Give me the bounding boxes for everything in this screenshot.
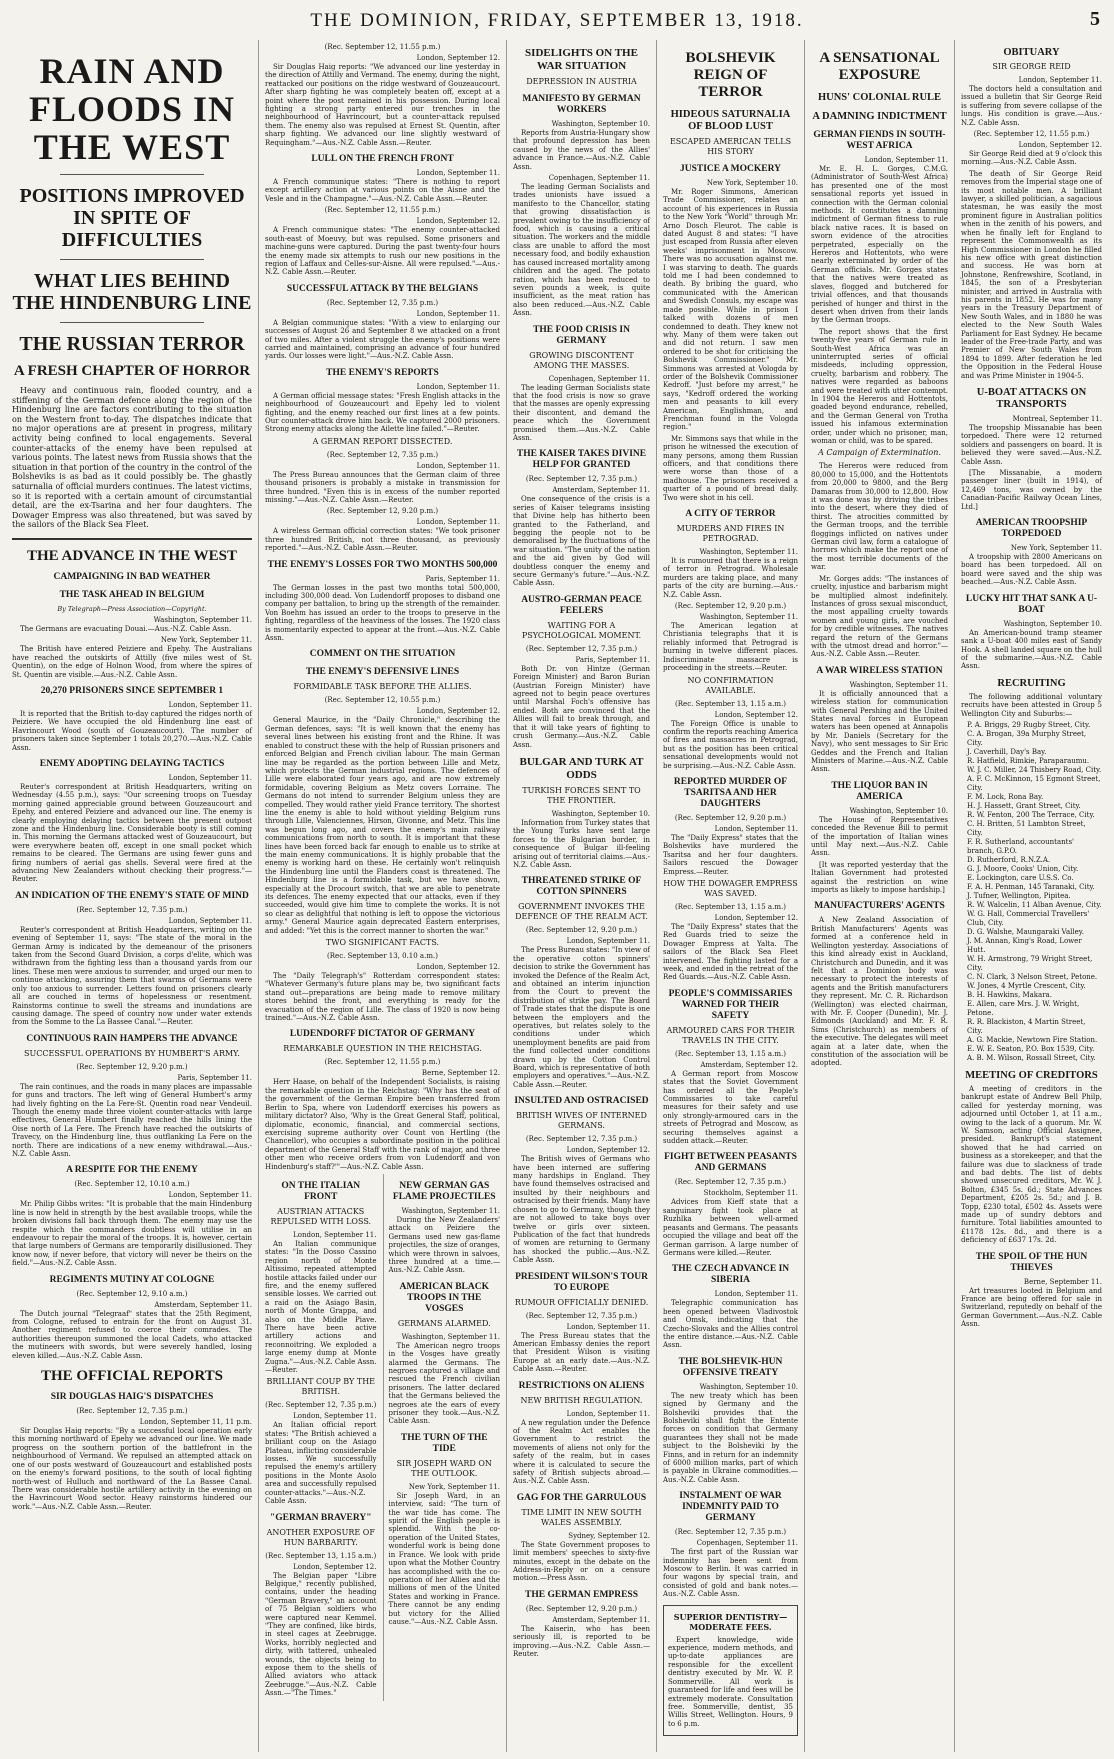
recruit-entry: F. R. Sutherland, accountants' branch, G.P.O. <box>967 837 1074 855</box>
dateline: Amsterdam, September 11. <box>154 1300 252 1309</box>
section-subheading: MANIFESTO BY GERMAN WORKERS <box>522 94 641 115</box>
divider <box>12 538 252 540</box>
section-subheading: GOVERNMENT INVOKES THE DEFENCE OF THE REALM ACT. <box>515 902 648 922</box>
section-subheading: A GERMAN REPORT DISSECTED. <box>312 436 453 446</box>
dateline: London, September 11. <box>168 700 252 709</box>
article-paragraph: The House of Representatives conceded the Revenue Bill to permit of the importation of Italian wines until May next.—Aus.-N.Z. Cable Assn. <box>811 815 948 858</box>
dateline: Washington, September 10. <box>849 806 948 815</box>
dateline: Washington, September 10. <box>551 809 650 818</box>
article-paragraph: Reports from Austria-Hungary show that profound depression has been caused by the news of the Allies' advance in France.—Aus.-N.Z. Cable Assn. <box>513 129 650 171</box>
article-paragraph: The Kaiserin, who has been seriously ill, is reported to be improving.—Aus.-N.Z. Cable Assn.—Reuter. <box>513 1624 650 1659</box>
dateline: London, September 12. <box>416 707 500 716</box>
section-subheading: AN INDICATION OF THE ENEMY'S STATE OF MIND <box>15 890 249 901</box>
section-subheading: WAITING FOR A PSYCHOLOGICAL MOMENT. <box>521 620 642 640</box>
dateline: Paris, September 11. <box>177 1073 252 1082</box>
received-line: (Rec. September 12, 7.35 p.m.) <box>76 905 188 914</box>
column-3 <box>506 40 656 1752</box>
section-subheading: THE GERMAN EMPRESS <box>525 1589 638 1600</box>
article-paragraph: A German official message states: "Fresh English attacks in the neighbourhood of Gouzeaucourt and Epehy led to violent fighting, and the enemy reached our first lines at a few points. Our counter-attack drove him back. We captured 2000 prisoners. Strong enemy attacks along the Ailette line failed."—Reuter. <box>265 391 500 434</box>
article-paragraph: A New Zealand Association of British Manufacturers' Agents was formed at a conference held in Wellington yesterday. Associations of this kind already exist in Auckland, Christchurch and Dunedin, and it was felt that a Dominion body was necessary to protect the interests of agents and the British manufacturers they represent. Mr. C. R. Richardson (Wellington) was elected chairman, with Mr. F. Cooper (Dunedin), Mr. J. Edmonds (Auckland) and Mr. F. R. Sims (Christchurch) as members of the executive. The delegates will meet again at a later date, when the constitution of the association will be adopted. <box>811 916 948 1068</box>
section-subheading: THE FOOD CRISIS IN GERMANY <box>533 324 630 346</box>
received-line: (Rec. September 12, 7.35 p.m.) <box>265 1401 377 1410</box>
dateline: Berne, September 12. <box>421 1069 500 1078</box>
recruit-entry: E. W. E. Seaton, P.O. Box 1539, City. <box>967 1044 1095 1053</box>
recruit-entry: W. G. Hall, Commercial Travellers' Club, City. <box>967 909 1090 927</box>
article-paragraph: The British have entered Peiziere and Epehy. The Australians have reached the outskirts of Attilly (five miles west of St. Quentin), on the edge of Holnon Wood, from where the spires of St. Quentin are visible.—Aus.-N.Z. Cable Assn. <box>12 645 252 679</box>
section-subheading: FIGHT BETWEEN PEASANTS AND GERMANS <box>664 1152 797 1174</box>
received-line: (Rec. September 12, 7.35 p.m.) <box>525 644 638 653</box>
section-subheading: RESTRICTIONS ON ALIENS <box>518 1380 645 1391</box>
recruit-entry: F. A. H. Penman, 145 Taranaki, City. <box>967 882 1095 891</box>
article-paragraph: [The Missanabie, a modern passenger liner (built in 1914), of 12,469 tons, was owned by the Canadian-Pacific Railway Ocean Lines, Ltd.] <box>961 469 1102 511</box>
article-paragraph: Both Dr. von Hintze (German Foreign Minister) and Baron Burian (Austrian Foreign Minister) have agreed not to begin peace overtures until Marshal Foch's offensive has ended. Both are convinced that the Allies will fail to break through, and that it will take years of fighting to crush Germany.—Aus.-N.Z. Cable Assn. <box>513 664 650 749</box>
received-line: (Rec. September 12, 11.55 p.m.) <box>973 130 1090 139</box>
dateline: London, September 12. <box>714 913 798 922</box>
section-subheading: FORMIDABLE TASK BEFORE THE ALLIES. <box>293 682 472 692</box>
intro-paragraph: Heavy and continuous rain, flooded country, and a stiffening of the German defence along the region of the Hindenburg line are factors contributing to the situation on the Western front to-day. The dispatches indicate that no major operations are at present in progress, military activity being confined to local engagements. Several counter-attacks of the enemy have been repulsed at various points. The latest news from Russia shows that the situation in that portion of the country in the control of the Bolsheviks is as bad as it could possibly be. The ghastly saturnalia of official murders continues. The latest victims, so it is reported with a certain amount of circumstantial detail, are the ex-Tsarina and her four daughters. The Dowager Empress was also threatened, but was saved by the sailors of the Black Sea Fleet. <box>12 386 252 530</box>
dateline: Washington, September 11. <box>699 613 798 622</box>
ad-heading: SUPERIOR DENTISTRY—MODERATE FEES. <box>673 1611 788 1632</box>
section-subheading: NO CONFIRMATION AVAILABLE. <box>687 675 774 695</box>
article-paragraph: An American-bound tramp steamer sank a U-boat 400 miles east of Sandy Hook. A shell landed square on the hull of the submarine.—Aus.-N.Z. Cable Assn. <box>961 628 1102 671</box>
recruit-entry: D. Rutherford, R.N.Z.A. <box>967 855 1051 864</box>
subheadline: POSITIONS IMPROVED IN SPITE OF DIFFICULTIES <box>19 185 245 251</box>
article-paragraph: The German losses in the past two months total 500,000, including 300,000 dead. Von Ludendorff proposes to disband one company per battalion, to bring up the strength of the remainder. Von Boehm has issued an order to the troops to preserve in the fighting, regardless of the heaviness of the losses. The 1920 class is momentarily expected to appear at the front.—Aus.-N.Z. Cable Assn. <box>265 583 500 643</box>
section-subheading: LUCKY HIT THAT SANK A U-BOAT <box>965 593 1098 615</box>
section-subheading: THE CZECH ADVANCE IN SIBERIA <box>671 1264 790 1286</box>
received-line: (Rec. September 12, 7.35 p.m.) <box>525 1311 638 1320</box>
divider <box>60 322 204 323</box>
ad-body: Expert knowledge, wide experience, modern methods, and up-to-date appliances are responsible for the excellent dentistry executed by Mr. W. P. Sommerville. All work is guaranteed for life and fees will be extremely moderate. Consultation free. Sommerville, dentist, 35 Willis Street, Wellington. Hours, 9 to 6 p.m. <box>668 1635 793 1728</box>
section-subheading: TWO SIGNIFICANT FACTS. <box>325 938 440 948</box>
article-paragraph: A meeting of creditors in the bankrupt estate of Andrew Bell Philp, called for yesterday morning, was adjourned until October 1, at 11 a.m., owing to the lack of a quorum. Mr. W. W. Samson, acting Official Assignee, presided. Bankrupt's statement showed that he had carried on business as a storekeeper, and that the failure was due to slackness of trade and bad debts. The list of debts showed unsecured creditors, Mr. W. J. Bolton, £345 5s. 6d.; State Advances Department, £205 2s. 5d.; and J. B. Topp, £230 total, £502 4s. Assets were made up of sundry debtors and furniture. Total liabilities amounted to £1178 12s. 8d., and there is a deficiency of £637 17s. 2d. <box>961 1084 1102 1245</box>
received-line: (Rec. September 12, 7.35 p.m.) <box>674 1178 787 1187</box>
column-6 <box>954 40 1108 1752</box>
section-heading: A SENSATIONAL EXPOSURE <box>819 50 940 83</box>
subheadline: THE RUSSIAN TERROR <box>19 333 245 355</box>
dateline: Washington, September 10. <box>1003 619 1102 628</box>
article-paragraph: One consequence of the crisis is a series of Kaiser telegrams insisting that Divine help has hitherto been granted to the Fatherland, and begging the people not to be demoralised by the fluctuations of the war situation. "The unity of the nation and the aid given by God will doubtless conquer the enemy and secure Germany's future."—Aus.-N.Z. Cable Assn. <box>513 495 650 588</box>
received-line: (Rec. September 13, 1.15 a.m.) <box>675 699 786 708</box>
article-paragraph: The Press Bureau states that the American Embassy denies the report that President Wilson is visiting Europe at an early date.—Aus.-N.Z. Cable Assn.—Reuter. <box>513 1331 650 1374</box>
dateline: Copenhagen, September 11. <box>548 374 650 383</box>
dateline: London, September 11. <box>416 461 500 470</box>
section-subheading: 20,270 PRISONERS SINCE SEPTEMBER 1 <box>40 685 224 696</box>
dateline: Paris, September 11. <box>575 655 650 664</box>
received-line: (Rec. September 12, 10.55 p.m.) <box>324 696 441 705</box>
section-subheading: TURKISH FORCES SENT TO THE FRONTIER. <box>522 785 641 805</box>
article-paragraph: The death of Sir George Reid removes from the Imperial stage one of its most notable men. A brilliant lawyer, a skilled politician, a sagacious statesman, he was easily the most prominent figure in Australian politics when in the zenith of his powers, and when he finally left for England to represent the Commonwealth as its High Commissioner in London he filled his new office with great distinction and success. He was born at Johnstone, Renfrewshire, Scotland, in 1845, the son of a Presbyterian minister, and arrived in Australia with his parents in 1852. He was for many years in the Treasury Department of New South Wales, and in 1880 he was elected to the New South Wales Parliament for East Sydney. He became leader of the Free-trade Party, and was Premier of New South Wales from 1894 to 1899. After federation he led the Opposition in the Federal House and was Prime Minister in 1904-5. <box>961 169 1102 380</box>
article-paragraph: It is reported that the British to-day captured the ridges north of Peiziere. We have occupied the old Hindenburg line east of Havrincourt Wood (south of Gouzeaucourt). The number of prisoners taken since September 1 totals 20,270.—Aus.-N.Z. Cable Assn. <box>12 709 252 752</box>
section-subheading: GERMANS ALARMED. <box>397 1318 491 1328</box>
recruit-entry: A. G. Mackie, Newtown Fire Station. <box>967 1035 1098 1044</box>
article-paragraph: The doctors held a consultation and issued a bulletin that Sir George Reid is suffering from severe collapse of the lungs. His condition is grave.—Aus.-N.Z. Cable Assn. <box>961 85 1102 127</box>
article-paragraph: Herr Haase, on behalf of the Independent Socialists, is raising the remarkable question in the Reichstag: "Why has the seat of the government of the German Empire been transferred from Berlin to Spa, where von Ludendorff exercises his powers as military dictator? Also, 'Why is the Great General Staff, political, diplomatic, economic, financial, and commercial sections, exercising supreme authority over Count von Hertling (the Chancellor), who occupies a subordinate position in the political department of the General Staff with the rank of major, and three other men who receive orders from von Ludendorff and von Hindenburg's staff?'"—Aus.-N.Z. Cable Assn. <box>265 1078 500 1171</box>
section-subheading: NEW GERMAN GAS FLAME PROJECTILES <box>392 1180 496 1202</box>
article-paragraph: Sir George Reid died at 9 o'clock this morning.—Aus.-N.Z. Cable Assn. <box>961 150 1102 167</box>
recruit-entry: R. R. Blackiston, 4 Martin Street, City. <box>967 1017 1086 1035</box>
received-line: (Rec. September 12, 11.55 p.m.) <box>324 1058 441 1067</box>
dateline: London, September 11. <box>416 382 500 391</box>
dateline: Washington, September 11. <box>401 1206 500 1215</box>
dateline: Stockholm, September 11. <box>703 1189 798 1198</box>
column-2 <box>258 40 506 1752</box>
section-subheading: LUDENDORFF DICTATOR OF GERMANY <box>289 1029 476 1040</box>
received-line: (Rec. September 12, 11.55 p.m.) <box>324 43 441 51</box>
section-subheading: REPORTED MURDER OF TSARITSA AND HER DAUGHTERS <box>673 776 788 809</box>
dateline: Copenhagen, September 11. <box>548 174 650 183</box>
recruit-entry: J. Caverhill, Day's Bay. <box>967 747 1047 756</box>
article-paragraph: The leading German Socialists and trades unionists have issued a manifesto to the Chancellor, stating that growing dissatisfaction is prevalent owing to the insufficiency of food, which is causing a critical situation. The workers and the middle class are unable to afford the most necessary food, and bodily exhaustion has caused increased mortality among children and the aged. The potato ration, which has been reduced to seven pounds a week, is quite insufficient, as the meat ration has also been reduced.—Aus.-N.Z. Cable Assn. <box>513 183 650 318</box>
main-headline: RAIN AND FLOODS IN THE WEST <box>28 51 236 167</box>
received-line: (Rec. September 12, 9.20 p.m.) <box>525 1604 638 1613</box>
section-subheading: A RESPITE FOR THE ENEMY <box>66 1165 198 1176</box>
column-5 <box>804 40 954 1752</box>
section-subheading: THE TURN OF THE TIDE <box>400 1432 488 1454</box>
article-paragraph: The American negro troops in the Vosges have greatly alarmed the Germans. The negroes captured a village and rescued the French civilian prisoners. The latter declared that the Germans believed the negroes ate the ears of every prisoner they took.—Aus.-N.Z. Cable Assn. <box>388 1341 500 1426</box>
dateline: London, September 12. <box>566 1146 650 1155</box>
article-paragraph: The Foreign Office is unable to confirm the reports reaching America of fires and massacres in Petrograd, but as the position has been critical sensational developments would not be surprising.—Aus.-N.Z. Cable Assn. <box>663 719 798 770</box>
dateline: London, September 11. <box>714 1290 798 1299</box>
dateline: London, September 12. <box>293 1562 377 1571</box>
right-subcolumn <box>383 1174 501 1701</box>
section-subheading: REGIMENTS MUTINY AT COLOGNE <box>49 1274 215 1285</box>
recruit-entry: D. G. Walshe, Maungaraki Valley. <box>967 927 1084 936</box>
recruit-entry: W. J. C. Miller, 24 Thisbery Road, City. <box>967 765 1102 774</box>
received-line: (Rec. September 12, 10.10 a.m.) <box>74 1180 190 1189</box>
section-subheading: ON THE ITALIAN FRONT <box>281 1180 361 1202</box>
section-subheading: MURDERS AND FIRES IN PETROGRAD. <box>676 524 785 544</box>
received-line: (Rec. September 13, 1.15 a.m.) <box>675 1049 786 1058</box>
section-subheading: PEOPLE'S COMMISSARIES WARNED FOR THEIR SAFETY <box>668 988 793 1021</box>
received-line: (Rec. September 13, 0.10 a.m.) <box>327 952 438 961</box>
received-line: (Rec. September 12, 9.20 p.m.) <box>326 507 439 516</box>
received-line: (Rec. September 13, 1.15 a.m.) <box>265 1551 377 1560</box>
article-paragraph: A new regulation under the Defence of the Realm Act enables the Government to restrict the movements of aliens not only for the safety of the realm, but in cases where it is calculated to secure the safety of British subjects abroad.—Aus.-N.Z. Cable Assn. <box>513 1418 650 1486</box>
recruit-entry: J. M. Annan, King's Road, Lower Hutt. <box>967 936 1082 954</box>
article-paragraph: Mr. Gorges adds: "The instances of cruelty, injustice and barbarism might be multiplied almost indefinitely. Instances of gross sexual misconduct, the most appalling cruelty towards women and young girls, are vouched for by credible witnesses. The natives regard the return of the Germans with the utmost dread and horror."—Aus.-N.Z. Cable Assn.—Reuter. <box>811 574 948 659</box>
dateline: London, September 12. <box>416 963 500 972</box>
dateline: Washington, September 11. <box>153 615 252 624</box>
article-paragraph: The report shows that the first twenty-five years of German rule in South-West Africa was an uninterrupted series of official misdeeds, including oppression, cruelty, barbarism and robbery. The natives were regarded as baboons and were treated with utter contempt. In 1904 the Hereros and Hottentots, goaded beyond endurance, rebelled, and the German General von Trotha issued his infamous extermination order, under which no prisoner, man, woman or child, was to be spared. <box>811 327 948 445</box>
dateline: Washington, September 10. <box>551 120 650 128</box>
dateline: London, September 12. <box>1018 141 1102 150</box>
section-subheading: TIME LIMIT IN NEW SOUTH WALES ASSEMBLY. <box>521 1507 642 1527</box>
section-subheading: BRITISH WIVES OF INTERNED GERMANS. <box>516 1111 647 1131</box>
divider <box>60 259 204 260</box>
dateline: London, September 11. <box>416 518 500 527</box>
dateline: Paris, September 11. <box>425 574 500 583</box>
recruit-list <box>961 721 1102 1063</box>
section-subheading: CAMPAIGNING IN BAD WEATHER <box>53 571 211 582</box>
article-paragraph: The State Government proposes to limit members' speeches to sixty-five minutes, except in the debate on the Address-in-Reply or on a censure motion.—Press Assn. <box>513 1540 650 1583</box>
section-subheading: THE ENEMY'S DEFENSIVE LINES <box>305 667 460 678</box>
received-line: (Rec. September 12, 7.35 p.m.) <box>525 475 638 484</box>
section-subheading: THE ENEMY'S LOSSES FOR TWO MONTHS 500,000 <box>267 559 498 570</box>
section-subheading: A DAMNING INDICTMENT <box>812 111 947 122</box>
article-paragraph: Art treasures looted in Belgium and France are being offered for sale in Switzerland, reputedly on behalf of the German Government.—Aus.-N.Z. Cable Assn. <box>961 1286 1102 1329</box>
dateline: London, September 11. <box>168 916 252 925</box>
recruit-entry: W. H. Armstrong, 79 Wright Street, City. <box>967 954 1093 972</box>
section-subheading: SUCCESSFUL ATTACK BY THE BELGIANS <box>286 283 479 294</box>
section-subheading: "GERMAN BRAVERY" <box>269 1512 372 1523</box>
split-section <box>265 1174 500 1701</box>
article-paragraph: A Belgian communique states: "With a view to enlarging our successes of August 26 and September 8 we attacked on a front of two miles. After a violent struggle the enemy's positions were carried and maintained, comprising an advance of four hundred yards. Our losses were light."—Aus.-N.Z. Cable Assn. <box>265 318 500 361</box>
column-1 <box>6 40 258 1752</box>
section-heading: OBITUARY <box>1003 47 1060 58</box>
section-subheading: HOW THE DOWAGER EMPRESS WAS SAVED. <box>663 878 798 898</box>
subheadline: A FRESH CHAPTER OF HORROR <box>13 363 251 379</box>
article-paragraph: [It was reported yesterday that the Italian Government had protested against the restriction on wine imports as likely to impose hardship.] <box>811 860 948 895</box>
received-line: (Rec. September 12, 9.10 a.m.) <box>76 1289 188 1298</box>
recruit-entry: W. Jones, 4 Myrtle Crescent, City. <box>967 981 1086 990</box>
received-line: (Rec. September 13, 1.15 a.m.) <box>675 902 786 911</box>
section-subheading: SIR JOSEPH WARD ON THE OUTLOOK. <box>396 1458 492 1478</box>
section-subheading: ENEMY ADOPTING DELAYING TACTICS <box>39 758 225 769</box>
section-subheading: REMARKABLE QUESTION IN THE REICHSTAG. <box>283 1044 482 1054</box>
article-paragraph: The "Daily Telegraph's" Rotterdam correspondent states: "Whatever Germany's future plans may be, two significant facts stand out—preparations are being made to remove military stores behind the front, and everything is ready for the evacuation of the region of Lille. The class of 1920 is now being trained."—Aus.-N.Z. Cable Assn. <box>265 972 500 1023</box>
dateline: Washington, September 11. <box>849 680 948 689</box>
dateline: New York, September 11. <box>1010 544 1102 553</box>
dateline: London, September 11. <box>566 937 650 946</box>
section-subheading: AMERICAN BLACK TROOPS IN THE VOSGES <box>399 1281 489 1314</box>
advertisement <box>663 1605 798 1736</box>
recruit-entry: G. J. Moore, Cooks' Union, City. <box>967 864 1079 873</box>
section-heading: RECRUITING <box>997 677 1066 689</box>
article-paragraph: Mr. Simmons says that while in the prison he witnessed the execution of many persons, among them Russian officers, and that conditions there were worse than those of a madhouse. The prisoners received a quarter of a pound of bread daily. Two were shot in his cell. <box>663 434 798 502</box>
section-subheading: THE ENEMY'S REPORTS <box>326 367 439 378</box>
section-subheading: THE LIQUOR BAN IN AMERICA <box>831 780 928 802</box>
article-paragraph: An Italian official report states: "The British achieved a brilliant coup on the Asiago Plateau, inflicting considerable losses. We successfully repulsed the enemy's artillery positions in the Monte Asolo area and successfully repulsed counter-attacks."—Aus.-N.Z. Cable Assn. <box>265 1421 377 1506</box>
section-heading: BOLSHEVIK REIGN OF TERROR <box>685 50 776 100</box>
recruit-entry: C. H. Britten, 51 Lambton Street, City. <box>967 819 1086 837</box>
section-subheading: LULL ON THE FRENCH FRONT <box>311 154 454 165</box>
section-subheading: HUNS' COLONIAL RULE <box>817 92 942 103</box>
article-paragraph: The Press Bureau announces that the German claim of three thousand prisoners is probably a mistake in transmission for three hundred. "Even this is in excess of the number reported missing."—Aus.-N.Z. Cable Assn.—Reuter. <box>265 470 500 504</box>
section-subheading: A WAR WIRELESS STATION <box>816 665 943 676</box>
article-paragraph: Reuter's correspondent at British Headquarters, writing on Wednesday (4.55 p.m.), says: "Our screening troops on Tuesday morning gained appreciable ground between Gouzeaucourt and Epehy, and entered Peiziere and advanced our line. The enemy is clearly employing delaying tactics between the present outpost zone and the Hindenburg line. Considerable booty is still coming in. This morning the Germans attacked west of Gouzeaucourt, but were everywhere beaten off, except in one small pocket which remains to be cleared. The Germans are using fewer guns and firing numbers of aerial gas shells. Several were fired at the advancing New Zealanders without checking their progress."—Reuter. <box>12 782 252 884</box>
section-heading: U-BOAT ATTACKS ON TRANSPORTS <box>976 387 1087 410</box>
article-paragraph: During the New Zealanders' attack on Peiziere the Germans used new gas-flame projectiles, the size of oranges, which were thrown in salvoes, three hundred at a time.—Aus.-N.Z. Cable Assn. <box>388 1215 500 1275</box>
recruit-entry: F. M. Lock, Rona Bay. <box>967 792 1044 801</box>
section-subheading: SIR GEORGE REID <box>992 62 1071 71</box>
article-paragraph: Advices from Kieff state that a sanguinary fight took place at Ruzhlka between well-armed peasants and Germans. The peasants occupied the village and beat off the German garrison. A large number of Germans were killed.—Reuter. <box>663 1198 798 1257</box>
article-paragraph: The first part of the Russian war indemnity has been sent from Moscow to Berlin. It was carried in four wagons by special train, and consisted of gold and bank notes.—Aus.-N.Z. Cable Assn. <box>663 1548 798 1599</box>
dateline: London, September 11. <box>864 156 948 164</box>
recruit-entry: J. Tufner, Wellington, Pipitea. <box>967 891 1071 900</box>
article-paragraph: A French communique states: "There is nothing to report except artillery action at various points on the Aisne and the Vesle and in the Champagne."—Aus.-N.Z. Cable Assn.—Reuter. <box>265 178 500 203</box>
dateline: London, September 11. <box>416 309 500 318</box>
section-subheading: DEPRESSION IN AUSTRIA <box>526 77 637 86</box>
received-line: (Rec. September 12, 9.20 p.m.) <box>674 602 787 611</box>
page-number: 5 <box>1090 8 1100 30</box>
section-subheading: SUCCESSFUL OPERATIONS BY HUMBERT'S ARMY. <box>24 1048 240 1058</box>
divider <box>60 174 204 175</box>
section-subheading: THREATENED STRIKE OF COTTON SPINNERS <box>521 876 642 898</box>
dateline: Copenhagen, September 11. <box>696 1539 798 1548</box>
section-heading: SIDELIGHTS ON THE WAR SITUATION <box>525 47 638 72</box>
received-line: (Rec. September 12, 9.20 p.m.) <box>76 1062 188 1071</box>
section-subheading: INSTALMENT OF WAR INDEMNITY PAID TO GERMANY <box>679 1491 782 1524</box>
section-subheading: BRILLIANT COUP BY THE BRITISH. <box>266 1377 376 1397</box>
article-paragraph: The Hereros were reduced from 80,000 to 15,000, and the Hottentots from 20,000 to 9800, and the Berg Damaras from 30,000 to 12,800. How it was done was by driving the tribes into the desert, where they died of thirst. The atrocities committed by the German troops, and the terrible floggings inflicted on natives under German civil law, form a catalogue of horrors which make the report one of the most terrible documents of the war. <box>811 462 948 572</box>
received-line: (Rec. September 12, 7.35 p.m.) <box>525 1135 638 1144</box>
masthead-title: THE DOMINION, FRIDAY, SEPTEMBER 13, 1918. <box>310 10 804 31</box>
section-subheading: ARMOURED CARS FOR THEIR TRAVELS IN THE CITY. <box>666 1025 795 1045</box>
received-line: (Rec. September 12, 7.35 p.m.) <box>326 298 439 307</box>
article-paragraph: Information from Turkey states that the Young Turks have sent large forces to the Bulgarian border, in consequence of Bulgar ill-feeling arising out of territorial claims.—Aus.-N.Z. Cable Assn. <box>513 818 650 869</box>
article-paragraph: The Press Bureau states: "In view of the operative cotton spinners' decision to strike the Government has invoked the Defence of the Realm Act, and obtained an interim injunction from the Court to prevent the distribution of strike pay. The Board of Trade states that the dispute is one between the employers and the operatives, but relates solely to the conditions under which unemployment benefits are paid from the fund collected under conditions drawn up by the Cotton Control Board, which is representative of both employers and operatives."—Aus.-N.Z. Cable Assn.—Reuter. <box>513 946 650 1089</box>
article-paragraph: Sir Joseph Ward, in an interview, said: "The turn of the war tide has come. The spirit of the English people is splendid. With the co-operation of the United States, wonderful work is being done in France. We look with pride upon what the Mother Country has accomplished with the co-operation of her Allies and the millions of men of the United States and working in France. There cannot be any ending but victory for the Allied cause."—Aus.-N.Z. Cable Assn. <box>388 1491 500 1626</box>
masthead <box>0 0 1114 40</box>
left-subcolumn <box>265 1174 377 1701</box>
article-paragraph: A troopship with 2800 Americans on board has been torpedoed. All on board were saved and the ship was beached.—Aus.-N.Z. Cable Assn. <box>961 553 1102 587</box>
article-paragraph: A German report from Moscow states that the Soviet Government has ordered all the People's Commissaries to take careful measures for their safety and use only strongly-armoured cars in the streets of Petrograd and Moscow, as securing themselves against a sudden attack.—Reuter. <box>663 1069 798 1146</box>
section-subheading: AMERICAN TROOPSHIP TORPEDOED <box>975 518 1088 540</box>
section-heading: BULGAR AND TURK AT ODDS <box>519 755 644 781</box>
dateline: Washington, September 11. <box>401 1332 500 1341</box>
dateline: London, September 11. <box>566 1409 650 1418</box>
dateline: London, September 11. <box>416 169 500 178</box>
section-subheading: ESCAPED AMERICAN TELLS HIS STORY <box>669 137 792 156</box>
dateline: Amsterdam, September 12. <box>700 1060 798 1069</box>
section-subheading: CONTINUOUS RAIN HAMPERS THE ADVANCE <box>26 1033 238 1044</box>
article-paragraph: A French communique states: "The enemy counter-attacked south-east of Moeuvy, but was repulsed. Some prisoners and machine-guns were captured. During the past twenty-four hours the enemy made six attempts to rush our new positions in the region of Laffaux and Celles-sur-Aisne. All were repulsed."—Aus.-N.Z. Cable Assn.—Reuter. <box>265 226 500 277</box>
section-subheading: THE TASK AHEAD IN BELGIUM <box>59 589 205 600</box>
dateline: London, September 11. <box>293 1230 377 1239</box>
article-paragraph: The "Daily Express" states that the Bolsheviks have murdered the Tsaritsa and her four daughters. Sailors rescued the Dowager Empress.—Reuter. <box>663 833 798 876</box>
recruit-entry: R. W. Fenton, 200 The Terrace, City. <box>967 810 1095 819</box>
dateline: London, September 12. <box>416 54 500 62</box>
recruit-entry: A. B. M. Wilson, Rossall Street, City. <box>967 1053 1096 1062</box>
section-heading: THE OFFICIAL REPORTS <box>40 1368 223 1385</box>
section-subheading: A Campaign of Extermination. <box>818 448 941 458</box>
recruit-entry: C. N. Clark, 3 Nelson Street, Petone. <box>967 972 1098 981</box>
received-line: (Rec. September 12, 11.55 p.m.) <box>324 206 441 215</box>
dateline: Washington, September 11. <box>699 548 798 557</box>
section-subheading: MANUFACTURERS' AGENTS <box>814 901 945 912</box>
dateline: London, September 11, 11 p.m. <box>139 1418 252 1427</box>
section-subheading: INSULTED AND OSTRACISED <box>514 1096 649 1107</box>
section-subheading: AUSTRO-GERMAN PEACE FEELERS <box>521 594 642 616</box>
dateline: New York, September 10. <box>706 179 798 187</box>
article-paragraph: Mr. Roger Simmons, American Trade Commissioner, relates an account of his experiences in Russia to the New York "World" through Mr. Arno Dosch Fleurot. The cable is dated August 8 and states: "I have just escaped from Russia after eleven weeks' imprisonment in Moscow. There was no accusation against me. I was starving to death. The guards told me I had been condemned to death. By bribing the guard, who communicated with the American and Swedish Consuls, my escape was made possible. While in prison I talked with dozens of men condemned to death. They knew not why. Many of them were taken out and did not return. I saw men ordered to be shot for criticising the Bolshevik Commissioner." Mr. Simmons was arrested at Vologda by order of the Bolshevik Commissioner Kedroff. "Just before my arrest," he says, "Kedroff ordered the working men and peasants to kill every American, Englishman, and Frenchman found in the Vologda region." <box>663 188 798 432</box>
article-paragraph: The Germans are evacuating Douai.—Aus.-N.Z. Cable Assn. <box>20 624 232 633</box>
dateline: London, September 11. <box>168 1191 252 1200</box>
dateline: New York, September 11. <box>408 1482 500 1491</box>
section-heading: COMMENT ON THE SITUATION <box>309 649 456 660</box>
section-subheading: HIDEOUS SATURNALIA OF BLOOD LUST <box>670 109 791 132</box>
received-line: (Rec. September 12, 7.35 p.m.) <box>674 1528 787 1537</box>
article-paragraph: General Maurice, in the "Daily Chronicle," describing the German defences, says: "It is well known that the enemy has several lines between his existing front and the Rhine. It was enabled to construct these with the help of Russian prisoners and enforced Belgian and French civilian labour. The main German line may be regarded as the portion between Lille and Metz, which protects the German industrial regions. The defences of Lille were elaborated four years ago, and are now extremely formidable, covering Belgium as Metz covers Lorraine. The Germans do not intend to surrender Belgium unless they are compelled. They would rather yield France territory. The shortest line the enemy is able to hold without yielding Belgium runs through Lille, Valenciennes, Hirson, Givonne, and Metz. This line was begun long ago, and covers the enemy's main railway communications from north to south. It is important that these lines have been forced back far enough to enable us to strike at the main enemy communications. It is highly probable that the enemy is working hard on these. He certainly won't relinquish the Hindenburg line until the Flanders coast is threatened. The Hindenburg line is a formidable task, but we have shown, especially at the Drocourt switch, that we are able to penetrate its defences. The enemy expected that our attacks, even if they succeeded, would give him time to complete the works. It is not so clear as delightful that nothing is left to oppose the victorious army." General Maurice again deprecated Eastern enterprises, and added: "Yet this is the correct manner to shorten the war." <box>265 716 500 935</box>
article-paragraph: The following additional voluntary recruits have been attested in Group 5 Wellington City and Suburbs:— <box>961 692 1102 718</box>
article-paragraph: The British wives of Germans who have been interned are suffering many hardships in England. They have found themselves ostracised and insulted by their neighbours and ostracised by their friends. Many have chosen to go to Germany, though they are not allowed to take boys over twelve or girls over sixteen. Publication of the fact that hundreds of women are returning to Germany has shocked the public.—Aus.-N.Z. Cable Assn. <box>513 1155 650 1265</box>
section-subheading: GAG FOR THE GARRULOUS <box>516 1492 647 1503</box>
dateline: Amsterdam, September 11. <box>552 1615 650 1624</box>
article-paragraph: Sir Douglas Haig reports: "By a successful local operation early this morning northward of Epehy we advanced our line. We made progress on the southern portion of the battlefront in the neighbourhood of Vermand. We repulsed an attempted attack on one of our posts westward of Gouzeaucourt and established posts on the enemy's forward positions, to the south of local fighting north-west of Hulluch and northward of the La Bassee Canal. There was considerable hostile artillery activity in the evening on the Havrincourt Wood sector. Heavy rainstorms hindered our work."—Aus.-N.Z. Cable Assn.—Reuter. <box>12 1427 252 1511</box>
subheadline: WHAT LIES BEHIND THE HINDENBURG LINE <box>12 270 252 314</box>
recruit-entry: R. W. Walcelin, 11 Alban Avenue, City. <box>967 900 1102 909</box>
section-subheading: THE KAISER TAKES DIVINE HELP FOR GRANTED <box>516 449 647 471</box>
dateline: Washington, September 10. <box>699 1382 798 1391</box>
section-heading: MEETING OF CREDITORS <box>965 1069 1098 1081</box>
section-subheading: RUMOUR OFFICIALLY DENIED. <box>514 1297 649 1307</box>
section-subheading: THE SPOIL OF THE HUN THIEVES <box>975 1251 1088 1273</box>
article-paragraph: Reuter's correspondent at British Headquarters, writing on the evening of September 11, says: "The state of the moral in the German Army is indicated by the demeanour of the prisoners taken from the Second Guard Division, a corps d'elite, which was withdrawn from the fighting less than a thousand yards from our lines. These men were anxious to surrender, and urged our men to continue attacking, assuring them that swarms of Germans were only too anxious to surrender. Letters found on prisoners clearly all are couched in terms of hopelessness or resentment. Rainstorms continue to swell the streams and inundations are causing damage. The speed of country now under water extends from the Somme to the La Bassee Canal."—Reuter. <box>12 925 252 1027</box>
recruit-entry: C. A. Brogan, 39a Murphy Street, City. <box>967 729 1087 747</box>
article-paragraph: The "Daily Express" states that the Red Guards tried to seize the Dowager Empress at Yalta. The sailors of the Black Sea Fleet intervened. The fighting lasted for a week, and ended in the retreat of the Red Guards.—Aus.-N.Z. Cable Assn. <box>663 922 798 982</box>
article-paragraph: The Dutch journal "Telegraaf" states that the 25th Regiment, from Cologne, refused to entrain for the front on August 31. Another regiment refused to coerce their comrades. The authorities thereupon summoned the local Cadets, who attacked the mutineers with swords, but were severely handled, losing eleven killed.—Aus.-N.Z. Cable Assn. <box>12 1309 252 1360</box>
article-paragraph: The American legation at Christiania telegraphs that it is reliably informed that Petrograd is burning in twelve different places. Indiscriminate massacre is proceeding in the streets.—Reuter. <box>663 622 798 673</box>
section-subheading: A CITY OF TERROR <box>685 509 776 520</box>
article-paragraph: The rain continues, and the roads in many places are impassable for guns and tractors. The left wing of General Humbert's army had lively fighting on the La Fere-St. Quentin road near Vendeuil. Though the enemy made three violent counter-attacks with large effectives, General Humbert finally reached the hills lining the Oise north of La Fere. The French have reached the outskirts of Travecy, on the Hindenburg line, thus outflanking La Fere on the north. There are indications of a new enemy withdrawal.—Aus.-N.Z. Cable Assn. <box>12 1082 252 1158</box>
dateline: New York, September 11. <box>160 636 252 645</box>
article-paragraph: Mr. Philip Gibbs writes: "It is probable that the main Hindenburg line is now held in strength by the best available troops, while the broken divisions fall back through them. The enemy may use the respite which the commanders doubtless will utilise in an endeavour to repair the moral of the troops. It is, however, certain that large numbers of Germans are temporarily disillusioned. They know now, if never before, that victory will never be theirs on the field."—Aus.-N.Z. Cable Assn. <box>12 1200 252 1268</box>
recruit-entry: H. J. Hassett, Grant Street, City. <box>967 801 1081 810</box>
article-paragraph: A wireless German official correction states: "We took prisoner three hundred British, not three thousand, as previously reported."—Aus.-N.Z. Cable Assn.—Reuter. <box>265 527 500 553</box>
article-paragraph: The leading German Socialists state that the food crisis is now so grave that the masses are openly expressing their discontent, and demand the peace which the Government promised them.—Aus.-N.Z. Cable Assn. <box>513 383 650 442</box>
section-subheading: GERMAN FIENDS IN SOUTH-WEST AFRICA <box>813 130 946 151</box>
received-line: (Rec. September 12, 9.20 p.m.) <box>525 926 638 935</box>
dateline: Sydney, September 12. <box>568 1531 650 1540</box>
article-paragraph: Telegraphic communication has been opened between Vladivostok and Omsk, indicating that the Czecho-Slovaks and the Allies control the entire distance.—Aus.-N.Z. Cable Assn. <box>663 1299 798 1350</box>
dateline: London, September 11. <box>1018 76 1102 84</box>
section-subheading: SIR DOUGLAS HAIG'S DISPATCHES <box>50 1392 214 1403</box>
article-paragraph: The new treaty which has been signed by Germany and the Bolsheviki provides that the Bolsheviki shall fight the Entente forces on condition that Germany guarantees they shall not be made subject to the Bolsheviki by the Finns, and in return for an indemnity of 6000 million marks, part of which is payable in Ukraine commodities.—Aus.-N.Z. Cable Assn. <box>663 1391 798 1484</box>
dateline: London, September 11. <box>168 773 252 782</box>
article-paragraph: The Belgian paper "Libre Belgique," recently published, contains, under the heading "German Bravery," an account of 75 Belgian soldiers who were captured near Kemmel. "They are confined, like birds, in steel cages at Zeebrugge. Works, horribly neglected and dirty, with tattered, unhealed wounds, the objects being to expose them to the shells of Allied aviators who attack Zeebrugge."—Aus.-N.Z. Cable Assn.—"The Times." <box>265 1571 377 1698</box>
dateline: London, September 12. <box>416 217 500 226</box>
section-subheading: ANOTHER EXPOSURE OF HUN BARBARITY. <box>266 1527 375 1547</box>
section-subheading: GROWING DISCONTENT AMONG THE MASSES. <box>529 350 634 370</box>
recruit-entry: E. Lockington, care U.S.S. Co. <box>967 873 1074 882</box>
dateline: London, September 11. <box>566 1322 650 1331</box>
article-paragraph: It is officially announced that a wireless station for communication with General Pershing and the United States naval forces in European waters has been opened at Annapolis by Mr. Daniels (Secretary for the Navy), who sent messages to Sir Eric Geddes and the French and Italian Ministers of Marine.—Aus.-N.Z. Cable Assn. <box>811 689 948 774</box>
received-line: (Rec. September 12, 7.35 p.m.) <box>326 450 439 459</box>
recruit-entry: B. H. Hawkins, Makara. <box>967 990 1052 999</box>
article-paragraph: Mr. E. H. L. Gorges, C.M.G. (Administrator of South-West Africa) has presented one of the most sensational reports yet issued in connection with the German colonial methods. It constitutes a damning indictment of German fitness to rule black native races. It is based on sworn evidence of the atrocities perpetrated, especially on the Hereros and Hottentots, who were nearly exterminated by order of the German officials. Mr. Gorges states that the natives were treated as slaves, flogged and butchered for trivial offences, and that thousands perished of hunger and thirst in the desert when driven from their lands by the German troops. <box>811 165 948 325</box>
received-line: (Rec. September 12, 9.20 p.m.) <box>674 813 787 822</box>
section-heading: THE ADVANCE IN THE WEST <box>26 547 238 564</box>
article-paragraph: It is rumoured that there is a reign of terror in Petrograd. Wholesale murders are taking place, and many parts of the city are burning.—Aus.-N.Z. Cable Assn. <box>663 557 798 599</box>
section-subheading: AUSTRIAN ATTACKS REPULSED WITH LOSS. <box>270 1206 372 1226</box>
byline: By Telegraph—Press Association—Copyright. <box>57 604 207 613</box>
recruit-entry: P. A. Briggs, 29 Rugby Street, City. <box>967 720 1091 729</box>
section-subheading: PRESIDENT WILSON'S TOUR TO EUROPE <box>515 1271 648 1293</box>
dateline: Berne, September 11. <box>1023 1277 1102 1286</box>
section-subheading: NEW BRITISH REGULATION. <box>520 1395 643 1405</box>
recruit-entry: E. Allen, care Mrs. J. W. Wright, Petone. <box>967 999 1080 1017</box>
dateline: London, September 11. <box>714 824 798 833</box>
section-subheading: JUSTICE A MOCKERY <box>679 164 782 174</box>
dateline: London, September 12. <box>714 710 798 719</box>
dateline: Amsterdam, September 11. <box>552 486 650 495</box>
article-paragraph: Sir Douglas Haig reports: "We advanced our line yesterday in the direction of Attilly and Vermand. The enemy, during the night, reattacked our positions on the ridge westward of Gouzeaucourt. After sharp fighting he was completely beaten off, except at a point where the post remained in his possession. During local fighting a strong party entered our trenches in the neighbourhood of Havrincourt, but a counter-attack repulsed them. The enemy also was repulsed at Ernest St. Quentin, after sharp fighting. We advanced our line slightly westward of Requingham."—Aus.-N.Z. Cable Assn.—Reuter. <box>265 63 500 147</box>
dateline: Montreal, September 11. <box>1012 415 1102 423</box>
recruit-entry: A. F. C. McKinnon, 15 Egmont Street, City. <box>967 774 1101 792</box>
recruit-entry: R. Hatfield, Rimkie, Paraparaumu. <box>967 756 1090 765</box>
section-subheading: THE BOLSHEVIK-HUN OFFENSIVE TREATY <box>678 1356 783 1378</box>
column-4 <box>656 40 804 1752</box>
dateline: London, September 11. <box>293 1412 377 1421</box>
received-line: (Rec. September 12, 7.35 p.m.) <box>76 1407 188 1416</box>
article-paragraph: The troopship Missanabie has been torpedoed. There were 12 returned soldiers and passengers on board. It is believed they were saved.—Aus.-N.Z. Cable Assn. <box>961 424 1102 466</box>
article-paragraph: An Italian communique states: "In the Dosso Cassino region north of Monte Altissimo, repeated attempted hostile attacks failed under our fire, and the enemy suffered sensible losses. We carried out a raid on the Asiago Basin, north of Monte Grappa, and also on the Middle Piave. There have been active artillery actions and reconnoitring. We exploded a large enemy dump at Monte Zugna."—Aus.-N.Z. Cable Assn.—Reuter. <box>265 1239 377 1375</box>
